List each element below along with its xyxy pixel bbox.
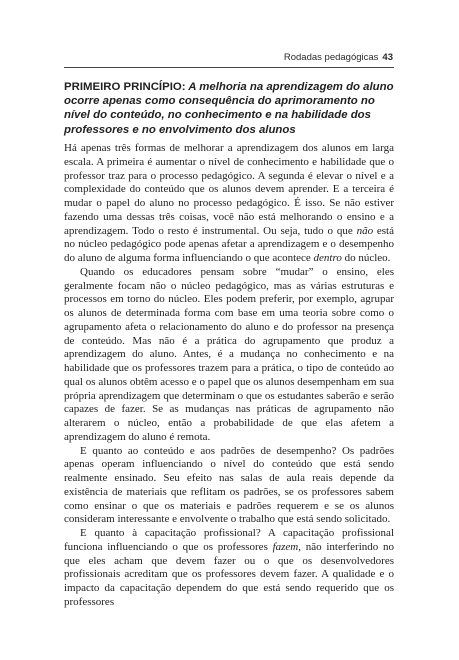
paragraph-3: E quanto ao conteúdo e aos padrões de desempenho? Os padrões apenas operam influenciando o nível do conteúdo que está sendo realmente ensinado. Seu efeito nas salas de aula reais depende da existência de materiais que reflitam os padrões, se os professores sabem como ensinar o que os materiais e padrões requerem e se os alunos consideram interessante e envolvente o trabalho que está sendo solicitado.: [64, 444, 394, 526]
page-number: 43: [382, 52, 393, 63]
paragraph-4-text-a: E quanto à capacitação profissional? A capacitação profissional funciona influenciando o que os professores: [64, 527, 394, 553]
paragraph-1-text-b: está no núcleo pedagógico pode apenas afetar a aprendizagem e o desempenho do aluno de alguma forma influenciando o que acontece: [64, 224, 394, 264]
emphasis-fazem: fazem: [272, 540, 299, 553]
running-header: [284, 52, 393, 63]
paragraph-1: [64, 142, 394, 266]
heading-statement: A melhoria na aprendizagem do aluno ocorre apenas como consequência do aprimoramento no nível do conteúdo, no conhecimento e na habilidade dos professores e no envolvimento dos alunos: [64, 81, 394, 136]
heading-lead: PRIMEIRO PRINCÍPIO:: [64, 81, 186, 93]
paragraph-4: [64, 527, 394, 610]
paragraph-1-text-c: do núcleo.: [341, 252, 391, 264]
header-rule: [64, 67, 394, 68]
paragraph-1-text-a: Há apenas três formas de melhorar a aprendizagem dos alunos em larga escala. A primeira é aumentar o nível de conhecimento e habilidade que o professor traz para o processo pedagógico. A segunda é elevar o nível e a complexidade do conteúdo que os alunos devem aprender. E a terceira é mudar o papel do aluno no processo pedagógico. É isso. Se não estiver fazendo uma dessas três coisas, você não está melhorando o ensino e a aprendizagem. Todo o resto é instrumental. Ou seja, tudo o que: [64, 142, 394, 237]
emphasis-dentro: dentro: [313, 252, 342, 264]
section-heading: [64, 80, 394, 137]
paragraph-2: Quando os educadores pensam sobre “mudar” o ensino, eles geralmente focam não o núcleo pedagógico, mas as várias estruturas e processos em torno do núcleo. Eles podem preferir, por exemplo, agrupar os alunos de determinada forma com base em uma teoria sobre como o agrupamento afeta o relacionamento do aluno e do professor na presença de conteúdo. Mas não é a prática do agrupamento que produz a aprendizagem do aluno. Antes, é a mudança no conhecimento e na habilidade que os professores trazem para a prática, o tipo de conteúdo ao qual os alunos obtêm acesso e o papel que os alunos desempenham em sua própria aprendizagem que determinam o que os estudantes saberão e serão capazes de fazer. Se as mudanças nas práticas de agrupamento não alterarem o núcleo, então a probabilidade de que elas afetem a aprendizagem do aluno é remota.: [64, 265, 394, 443]
running-title: Rodadas pedagógicas: [283, 52, 379, 63]
paragraph-4-text-b: , não interferindo no que eles acham que devem fazer ou o que os desenvolvedores profissionais acreditam que os professores devem fazer. A qualidade e o impacto da capacitação dependem do que está sendo requerido que os professores: [64, 540, 394, 608]
body-text: [64, 142, 394, 610]
emphasis-nao: não: [356, 224, 374, 237]
